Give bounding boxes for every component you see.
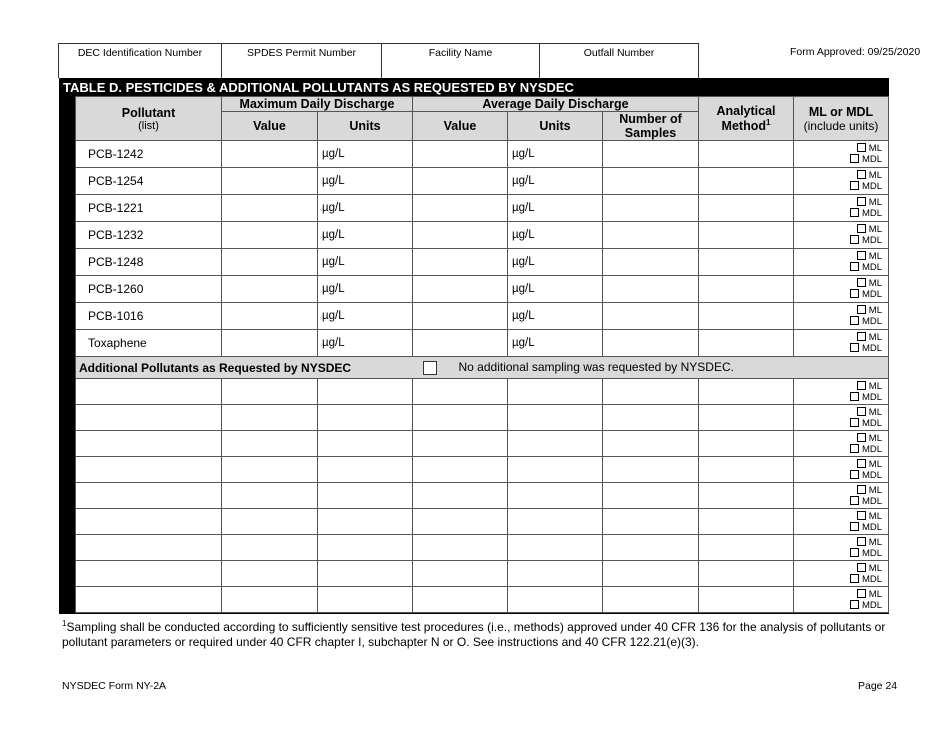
additional-row bbox=[76, 483, 889, 509]
checkbox-icon bbox=[850, 470, 859, 479]
ml-checkbox[interactable]: ML bbox=[794, 381, 882, 392]
checkbox-icon bbox=[850, 181, 859, 190]
num-samples-input[interactable] bbox=[603, 276, 699, 303]
max-value-input[interactable] bbox=[222, 379, 318, 405]
mdl-checkbox[interactable]: MDL bbox=[794, 574, 882, 585]
ml-mdl-cell bbox=[794, 222, 889, 249]
ml-checkbox[interactable]: ML bbox=[794, 251, 882, 262]
pollutant-input[interactable] bbox=[76, 509, 222, 535]
avg-units-input[interactable] bbox=[508, 587, 603, 613]
page-number: Page 24 bbox=[858, 680, 898, 692]
additional-row bbox=[76, 587, 889, 613]
table-row bbox=[76, 330, 889, 357]
checkbox-icon bbox=[857, 197, 866, 206]
pollutant-name: PCB-1232 bbox=[76, 222, 222, 249]
mdl-checkbox[interactable]: MDL bbox=[794, 154, 882, 165]
additional-row bbox=[76, 379, 889, 405]
checkbox-icon bbox=[850, 574, 859, 583]
num-samples-input[interactable] bbox=[603, 483, 699, 509]
ml-mdl-cell bbox=[794, 168, 889, 195]
analytical-method-header: Analytical Method$^1$ bbox=[699, 97, 794, 141]
mdl-checkbox[interactable]: MDL bbox=[794, 444, 882, 455]
max-value-input[interactable] bbox=[222, 276, 318, 303]
ml-checkbox[interactable]: ML bbox=[794, 407, 882, 418]
ml-mdl-cell bbox=[794, 249, 889, 276]
pollutant-input[interactable] bbox=[76, 535, 222, 561]
table-row bbox=[76, 195, 889, 222]
checkbox-icon bbox=[857, 170, 866, 179]
max-units-input[interactable] bbox=[318, 587, 413, 613]
max-units: µg/L bbox=[318, 303, 413, 330]
checkbox-icon bbox=[857, 459, 866, 468]
mdl-checkbox[interactable]: MDL bbox=[794, 262, 882, 273]
max-units-input[interactable] bbox=[318, 431, 413, 457]
form-name: NYSDEC Form NY-2A bbox=[62, 680, 167, 692]
ml-checkbox[interactable]: ML bbox=[794, 143, 882, 154]
max-units-input[interactable] bbox=[318, 483, 413, 509]
num-samples-input[interactable] bbox=[603, 330, 699, 357]
max-units: µg/L bbox=[318, 276, 413, 303]
num-samples-header: Number of Samples bbox=[603, 112, 699, 141]
avg-value-input[interactable] bbox=[413, 222, 508, 249]
table-row bbox=[76, 303, 889, 330]
ml-checkbox[interactable]: ML bbox=[794, 459, 882, 470]
analytical-method-input[interactable] bbox=[699, 535, 794, 561]
checkbox-icon bbox=[857, 433, 866, 442]
ml-checkbox[interactable]: ML bbox=[794, 224, 882, 235]
analytical-method-input[interactable] bbox=[699, 483, 794, 509]
avg-value-input[interactable] bbox=[413, 195, 508, 222]
ml-mdl-cell bbox=[794, 587, 889, 613]
checkbox-icon bbox=[857, 224, 866, 233]
checkbox-icon bbox=[850, 548, 859, 557]
pollutant-name: Toxaphene bbox=[76, 330, 222, 357]
max-units-input[interactable] bbox=[318, 379, 413, 405]
ml-mdl-cell bbox=[794, 379, 889, 405]
mdl-checkbox[interactable]: MDL bbox=[794, 208, 882, 219]
max-value-input[interactable] bbox=[222, 195, 318, 222]
ml-mdl-cell bbox=[794, 276, 889, 303]
analytical-method-input[interactable] bbox=[699, 168, 794, 195]
max-units-input[interactable] bbox=[318, 509, 413, 535]
checkbox-icon bbox=[857, 563, 866, 572]
max-units: µg/L bbox=[318, 249, 413, 276]
analytical-method-input[interactable] bbox=[699, 509, 794, 535]
ml-mdl-cell bbox=[794, 141, 889, 168]
avg-units: µg/L bbox=[508, 303, 603, 330]
ml-mdl-cell bbox=[794, 405, 889, 431]
max-value-header: Value bbox=[222, 112, 318, 141]
avg-units: µg/L bbox=[508, 168, 603, 195]
mdl-checkbox[interactable]: MDL bbox=[794, 289, 882, 300]
additional-row bbox=[76, 457, 889, 483]
checkbox-icon bbox=[850, 392, 859, 401]
avg-units-input[interactable] bbox=[508, 457, 603, 483]
pollutant-input[interactable] bbox=[76, 457, 222, 483]
max-units: µg/L bbox=[318, 222, 413, 249]
avg-units-input[interactable] bbox=[508, 405, 603, 431]
mdl-checkbox[interactable]: MDL bbox=[794, 470, 882, 481]
analytical-method-input[interactable] bbox=[699, 222, 794, 249]
avg-units-header: Units bbox=[508, 112, 603, 141]
analytical-method-input[interactable] bbox=[699, 195, 794, 222]
avg-units: µg/L bbox=[508, 276, 603, 303]
avg-units-input[interactable] bbox=[508, 561, 603, 587]
pollutant-table bbox=[75, 96, 889, 613]
checkbox-icon bbox=[857, 305, 866, 314]
checkbox-icon bbox=[850, 316, 859, 325]
checkbox-icon bbox=[850, 154, 859, 163]
analytical-method-input[interactable] bbox=[699, 276, 794, 303]
analytical-method-input[interactable] bbox=[699, 249, 794, 276]
checkbox-icon bbox=[857, 278, 866, 287]
ml-mdl-cell bbox=[794, 561, 889, 587]
max-units-input[interactable] bbox=[318, 405, 413, 431]
checkbox-icon bbox=[857, 332, 866, 341]
checkbox-icon bbox=[850, 208, 859, 217]
pollutant-input[interactable] bbox=[76, 587, 222, 613]
avg-value-input[interactable] bbox=[413, 168, 508, 195]
max-value-input[interactable] bbox=[222, 168, 318, 195]
max-units-input[interactable] bbox=[318, 457, 413, 483]
max-units-input[interactable] bbox=[318, 561, 413, 587]
pollutant-name: PCB-1242 bbox=[76, 141, 222, 168]
analytical-method-input[interactable] bbox=[699, 587, 794, 613]
avg-units-input[interactable] bbox=[508, 379, 603, 405]
spdes-field[interactable] bbox=[221, 43, 382, 78]
checkbox-icon bbox=[850, 418, 859, 427]
max-value-input[interactable] bbox=[222, 509, 318, 535]
avg-units: µg/L bbox=[508, 330, 603, 357]
analytical-method-input[interactable] bbox=[699, 379, 794, 405]
num-samples-input[interactable] bbox=[603, 561, 699, 587]
ml-mdl-cell bbox=[794, 535, 889, 561]
max-value-input[interactable] bbox=[222, 561, 318, 587]
table-row bbox=[76, 222, 889, 249]
ml-mdl-cell bbox=[794, 457, 889, 483]
form-approved-date: Form Approved: 09/25/2020 bbox=[790, 46, 921, 58]
num-samples-input[interactable] bbox=[603, 195, 699, 222]
avg-daily-header: Average Daily Discharge bbox=[413, 97, 699, 112]
pollutant-header: Pollutant (list) bbox=[76, 97, 222, 141]
num-samples-input[interactable] bbox=[603, 457, 699, 483]
avg-value-input[interactable] bbox=[413, 303, 508, 330]
table-row bbox=[76, 141, 889, 168]
mdl-checkbox[interactable]: MDL bbox=[794, 522, 882, 533]
table-row bbox=[76, 249, 889, 276]
max-units: µg/L bbox=[318, 195, 413, 222]
max-units: µg/L bbox=[318, 168, 413, 195]
avg-value-input[interactable] bbox=[413, 405, 508, 431]
additional-row bbox=[76, 535, 889, 561]
avg-value-input[interactable] bbox=[413, 561, 508, 587]
ml-checkbox[interactable]: ML bbox=[794, 170, 882, 181]
additional-row bbox=[76, 509, 889, 535]
dec-id-field[interactable] bbox=[58, 43, 222, 78]
pollutant-input[interactable] bbox=[76, 431, 222, 457]
analytical-method-input[interactable] bbox=[699, 303, 794, 330]
max-units: µg/L bbox=[318, 330, 413, 357]
no-additional-label: No additional sampling was requested by NYSDEC. bbox=[458, 360, 734, 375]
pollutant-input[interactable] bbox=[76, 405, 222, 431]
additional-row bbox=[76, 431, 889, 457]
additional-row bbox=[76, 561, 889, 587]
outfall-label: Outfall Number bbox=[583, 47, 655, 59]
ml-checkbox[interactable]: ML bbox=[794, 537, 882, 548]
avg-value-input[interactable] bbox=[413, 587, 508, 613]
mdl-checkbox[interactable]: MDL bbox=[794, 418, 882, 429]
max-value-input[interactable] bbox=[222, 483, 318, 509]
pollutant-name: PCB-1254 bbox=[76, 168, 222, 195]
avg-value-input[interactable] bbox=[413, 330, 508, 357]
ml-checkbox[interactable]: ML bbox=[794, 278, 882, 289]
pollutant-name: PCB-1260 bbox=[76, 276, 222, 303]
avg-units-input[interactable] bbox=[508, 483, 603, 509]
max-value-input[interactable] bbox=[222, 405, 318, 431]
max-daily-header: Maximum Daily Discharge bbox=[222, 97, 413, 112]
checkbox-icon bbox=[850, 444, 859, 453]
table-title: TABLE D. PESTICIDES & ADDITIONAL POLLUTANTS AS REQUESTED BY NYSDEC bbox=[63, 80, 574, 95]
num-samples-input[interactable] bbox=[603, 535, 699, 561]
ml-mdl-cell bbox=[794, 330, 889, 357]
pollutant-input[interactable] bbox=[76, 483, 222, 509]
max-value-input[interactable] bbox=[222, 303, 318, 330]
ml-mdl-cell bbox=[794, 431, 889, 457]
ml-mdl-cell bbox=[794, 509, 889, 535]
avg-units: µg/L bbox=[508, 141, 603, 168]
num-samples-input[interactable] bbox=[603, 249, 699, 276]
max-units-input[interactable] bbox=[318, 535, 413, 561]
avg-value-input[interactable] bbox=[413, 457, 508, 483]
avg-value-header: Value bbox=[413, 112, 508, 141]
outfall-field[interactable] bbox=[539, 43, 699, 78]
ml-checkbox[interactable]: ML bbox=[794, 197, 882, 208]
ml-checkbox[interactable]: ML bbox=[794, 589, 882, 600]
checkbox-icon bbox=[857, 143, 866, 152]
ml-mdl-header: ML or MDL (include units) bbox=[794, 97, 889, 141]
pollutant-input[interactable] bbox=[76, 379, 222, 405]
checkbox-icon bbox=[857, 511, 866, 520]
num-samples-input[interactable] bbox=[603, 379, 699, 405]
checkbox-icon bbox=[850, 600, 859, 609]
max-units: µg/L bbox=[318, 141, 413, 168]
table-row bbox=[76, 168, 889, 195]
analytical-method-input[interactable] bbox=[699, 561, 794, 587]
mdl-checkbox[interactable]: MDL bbox=[794, 392, 882, 403]
max-units-header: Units bbox=[318, 112, 413, 141]
spdes-label: SPDES Permit Number bbox=[246, 47, 357, 59]
max-value-input[interactable] bbox=[222, 249, 318, 276]
avg-value-input[interactable] bbox=[413, 276, 508, 303]
avg-value-input[interactable] bbox=[413, 141, 508, 168]
ml-checkbox[interactable]: ML bbox=[794, 563, 882, 574]
avg-value-input[interactable] bbox=[413, 431, 508, 457]
additional-row bbox=[76, 405, 889, 431]
avg-value-input[interactable] bbox=[413, 535, 508, 561]
no-additional-checkbox[interactable] bbox=[423, 361, 437, 375]
analytical-method-input[interactable] bbox=[699, 330, 794, 357]
pollutant-name: PCB-1016 bbox=[76, 303, 222, 330]
avg-units: µg/L bbox=[508, 222, 603, 249]
ml-checkbox[interactable]: ML bbox=[794, 305, 882, 316]
pollutant-name: PCB-1221 bbox=[76, 195, 222, 222]
mdl-checkbox[interactable]: MDL bbox=[794, 600, 882, 611]
num-samples-input[interactable] bbox=[603, 222, 699, 249]
checkbox-icon bbox=[850, 496, 859, 505]
ml-checkbox[interactable]: ML bbox=[794, 332, 882, 343]
analytical-method-input[interactable] bbox=[699, 457, 794, 483]
ml-checkbox[interactable]: ML bbox=[794, 433, 882, 444]
checkbox-icon bbox=[850, 262, 859, 271]
avg-units-input[interactable] bbox=[508, 431, 603, 457]
num-samples-input[interactable] bbox=[603, 587, 699, 613]
num-samples-input[interactable] bbox=[603, 168, 699, 195]
avg-value-input[interactable] bbox=[413, 379, 508, 405]
mdl-checkbox[interactable]: MDL bbox=[794, 548, 882, 559]
avg-units: µg/L bbox=[508, 249, 603, 276]
checkbox-icon bbox=[857, 485, 866, 494]
pollutant-input[interactable] bbox=[76, 561, 222, 587]
max-value-input[interactable] bbox=[222, 457, 318, 483]
max-value-input[interactable] bbox=[222, 330, 318, 357]
table-d bbox=[59, 78, 889, 614]
avg-units-input[interactable] bbox=[508, 509, 603, 535]
mdl-checkbox[interactable]: MDL bbox=[794, 235, 882, 246]
mdl-checkbox[interactable]: MDL bbox=[794, 496, 882, 507]
footnote: $^1$Sampling shall be conducted according to sufficiently sensitive test procedures (i.e., methods) approved under 40 CFR 136 for the analysis of pollutants or pollutant parameters or required under 40 CFR chapter I, subchapter N or O. See instructions and 40 CFR 122.21(e)(3). bbox=[62, 619, 886, 649]
mdl-checkbox[interactable]: MDL bbox=[794, 181, 882, 192]
max-value-input[interactable] bbox=[222, 535, 318, 561]
analytical-method-input[interactable] bbox=[699, 141, 794, 168]
mdl-checkbox[interactable]: MDL bbox=[794, 316, 882, 327]
ml-mdl-cell bbox=[794, 303, 889, 330]
num-samples-input[interactable] bbox=[603, 141, 699, 168]
additional-pollutants-label: Additional Pollutants as Requested by NYSDEC bbox=[76, 357, 413, 379]
max-value-input[interactable] bbox=[222, 587, 318, 613]
analytical-method-input[interactable] bbox=[699, 431, 794, 457]
max-value-input[interactable] bbox=[222, 222, 318, 249]
pollutant-name: PCB-1248 bbox=[76, 249, 222, 276]
avg-value-input[interactable] bbox=[413, 483, 508, 509]
checkbox-icon bbox=[857, 251, 866, 260]
checkbox-icon bbox=[857, 589, 866, 598]
avg-value-input[interactable] bbox=[413, 509, 508, 535]
ml-checkbox[interactable]: ML bbox=[794, 511, 882, 522]
facility-field[interactable] bbox=[381, 43, 540, 78]
dec-id-label: DEC Identification Number bbox=[77, 47, 203, 59]
checkbox-icon bbox=[850, 522, 859, 531]
table-row bbox=[76, 276, 889, 303]
ml-mdl-cell bbox=[794, 195, 889, 222]
checkbox-icon bbox=[850, 343, 859, 352]
avg-units: µg/L bbox=[508, 195, 603, 222]
checkbox-icon bbox=[857, 381, 866, 390]
checkbox-icon bbox=[857, 407, 866, 416]
checkbox-icon bbox=[857, 537, 866, 546]
max-value-input[interactable] bbox=[222, 141, 318, 168]
ml-checkbox[interactable]: ML bbox=[794, 485, 882, 496]
num-samples-input[interactable] bbox=[603, 431, 699, 457]
mdl-checkbox[interactable]: MDL bbox=[794, 343, 882, 354]
checkbox-icon bbox=[850, 235, 859, 244]
checkbox-icon bbox=[850, 289, 859, 298]
max-value-input[interactable] bbox=[222, 431, 318, 457]
num-samples-input[interactable] bbox=[603, 509, 699, 535]
analytical-method-input[interactable] bbox=[699, 405, 794, 431]
avg-value-input[interactable] bbox=[413, 249, 508, 276]
avg-units-input[interactable] bbox=[508, 535, 603, 561]
additional-pollutants-row bbox=[76, 357, 889, 379]
ml-mdl-cell bbox=[794, 483, 889, 509]
num-samples-input[interactable] bbox=[603, 303, 699, 330]
facility-label: Facility Name bbox=[428, 47, 493, 59]
num-samples-input[interactable] bbox=[603, 405, 699, 431]
